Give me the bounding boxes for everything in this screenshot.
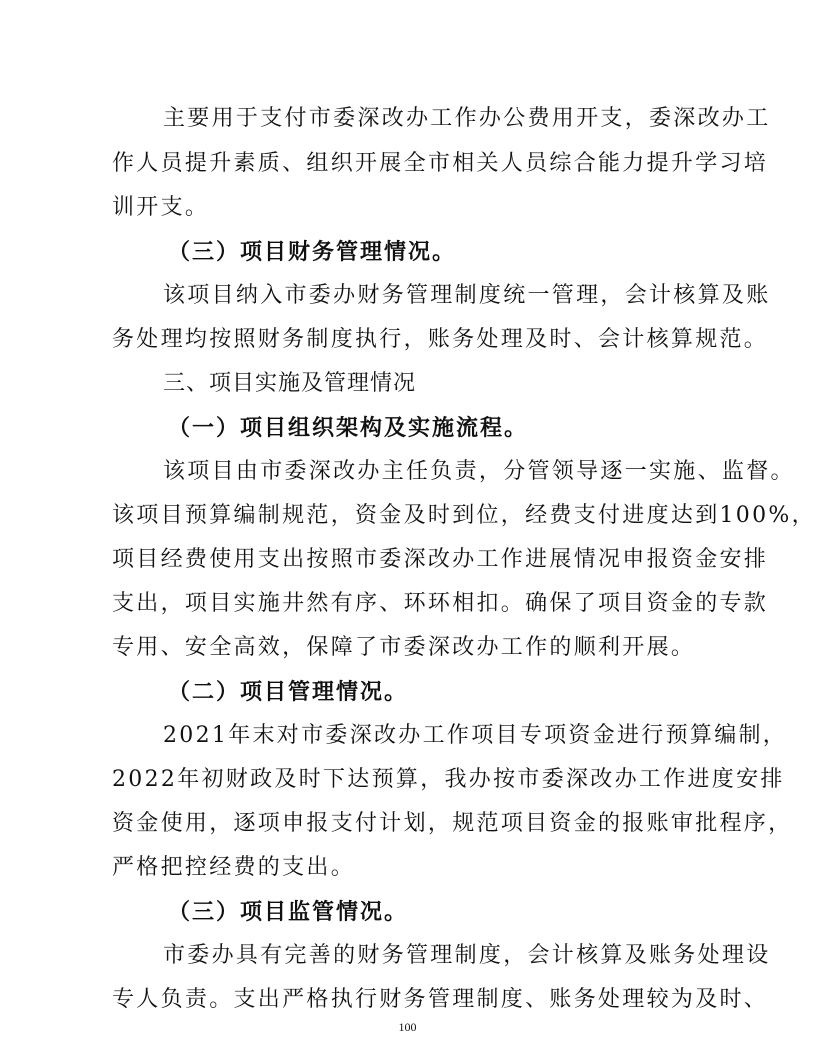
paragraph-line: 专人负责。支出严格执行财务管理制度、账务处理较为及时、 <box>112 987 769 1012</box>
paragraph-line: 2021年末对市委深改办工作项目专项资金进行预算编制， <box>163 723 788 748</box>
paragraph-line: 专用、安全高效，保障了市委深改办工作的顺利开展。 <box>112 635 696 660</box>
paragraph-line: 支出，项目实施井然有序、环环相扣。确保了项目资金的专款 <box>112 591 769 616</box>
paragraph-line: 2022年初财政及时下达预算，我办按市委深改办工作进度安排 <box>112 767 785 792</box>
paragraph-line: 该项目预算编制规范，资金及时到位，经费支付进度达到100%， <box>112 503 816 528</box>
page-number: 100 <box>398 1020 417 1034</box>
paragraph-line: 务处理均按照财务制度执行，账务处理及时、会计核算规范。 <box>112 327 769 352</box>
chapter-heading: 三、项目实施及管理情况 <box>163 371 417 396</box>
paragraph-line: 作人员提升素质、组织开展全市相关人员综合能力提升学习培 <box>112 151 769 176</box>
paragraph-line: 严格把控经费的支出。 <box>112 855 356 880</box>
section-heading: （一）项目组织架构及实施流程。 <box>168 415 529 441</box>
paragraph-line: 资金使用，逐项申报支付计划，规范项目资金的报账审批程序， <box>112 811 793 836</box>
section-heading: （二）项目管理情况。 <box>168 679 409 705</box>
paragraph-line: 该项目由市委深改办主任负责，分管领导逐一实施、监督。 <box>163 459 795 484</box>
paragraph-line: 项目经费使用支出按照市委深改办工作进展情况申报资金安排 <box>112 547 769 572</box>
section-heading: （三）项目监管情况。 <box>168 899 409 925</box>
paragraph-line: 训开支。 <box>112 195 210 220</box>
section-heading: （三）项目财务管理情况。 <box>168 239 457 265</box>
paragraph-line: 市委办具有完善的财务管理制度，会计核算及账务处理设 <box>163 943 771 968</box>
paragraph-line: 该项目纳入市委办财务管理制度统一管理，会计核算及账 <box>163 283 771 308</box>
paragraph-line: 主要用于支付市委深改办工作办公费用开支，委深改办工 <box>163 106 771 131</box>
